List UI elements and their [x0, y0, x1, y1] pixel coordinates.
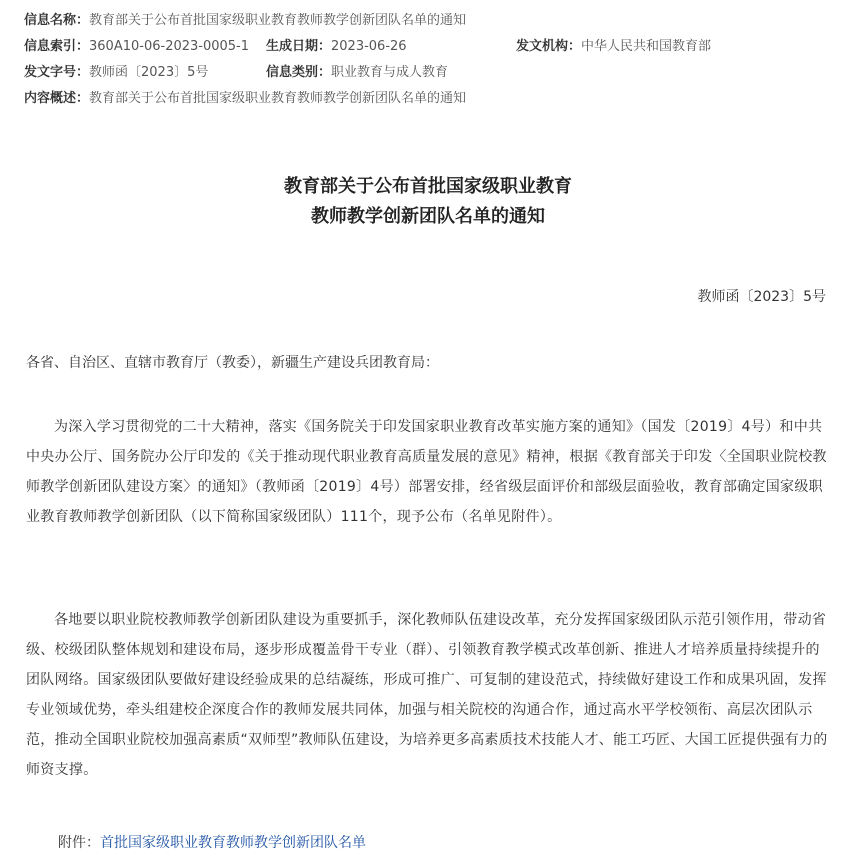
- attachment-label: 附件：: [58, 835, 100, 851]
- document-metadata: [24, 8, 834, 112]
- document-number: 教师函〔2023〕5号: [697, 289, 826, 305]
- meta-row-index: [24, 34, 834, 60]
- meta-row-name: [24, 8, 834, 34]
- title-line-1: 教育部关于公布首批国家级职业教育: [284, 176, 572, 197]
- name-value: 教育部关于公布首批国家级职业教育教师教学创新团队名单的通知: [89, 13, 467, 28]
- attachment: [58, 828, 366, 858]
- paragraph-1: 为深入学习贯彻党的二十大精神，落实《国务院关于印发国家职业教育改革实施方案的通知》（国发〔2019〕4号）和中共中央办公厅、国务院办公厅印发的《关于推动现代职业教育高质量发展的意见》精神，根据《教育部关于印发〈全国职业院校教师教学创新团队建设方案〉的通知》（教师函〔2019〕4号）部署安排，经省级层面评价和部级层面验收，教育部确定国家级职业教育教师教学创新团队（以下简称国家级团队）111个，现予公布（名单见附件）。: [26, 419, 827, 525]
- issuer-value: 中华人民共和国教育部: [581, 39, 712, 54]
- docnum-value: 教师函〔2023〕5号: [89, 65, 209, 80]
- paragraph-2: 各地要以职业院校教师教学创新团队建设为重要抓手，深化教师队伍建设改革，充分发挥国家级团队示范引领作用，带动省级、校级团队整体规划和建设布局，逐步形成覆盖骨干专业（群）、引领教育教学模式改革创新、推进人才培养质量持续提升的团队网络。国家级团队要做好建设经验成果的总结凝练，形成可推广、可复制的建设范式，持续做好建设工作和成果巩固，发挥专业领域优势，牵头组建校企深度合作的教师发展共同体，加强与相关院校的沟通合作，通过高水平学校领衔、高层次团队示范，推动全国职业院校加强高素质“双师型”教师队伍建设，为培养更多高素质技术技能人才、能工巧匠、大国工匠提供强有力的师资支撑。: [26, 612, 828, 778]
- index-value: 360A10-06-2023-0005-1: [89, 39, 250, 54]
- issuer-label: 发文机构：: [516, 39, 582, 54]
- meta-row-docnum: [24, 60, 834, 86]
- summary-label: 内容概述：: [24, 91, 90, 106]
- attachment-link[interactable]: 首批国家级职业教育教师教学创新团队名单: [100, 835, 366, 851]
- summary-value: 教育部关于公布首批国家级职业教育教师教学创新团队名单的通知: [89, 91, 467, 106]
- salutation: 各省、自治区、直辖市教育厅（教委），新疆生产建设兵团教育局：: [26, 355, 439, 371]
- category-value: 职业教育与成人教育: [331, 65, 449, 80]
- document-title: [0, 172, 856, 232]
- docnum-label: 发文字号：: [24, 65, 90, 80]
- date-label: 生成日期：: [266, 39, 332, 54]
- category-label: 信息类别：: [266, 65, 332, 80]
- date-value: 2023-06-26: [331, 39, 407, 54]
- name-label: 信息名称：: [24, 13, 90, 28]
- title-line-2: 教师教学创新团队名单的通知: [311, 206, 545, 227]
- meta-row-summary: [24, 86, 834, 112]
- index-label: 信息索引：: [24, 39, 90, 54]
